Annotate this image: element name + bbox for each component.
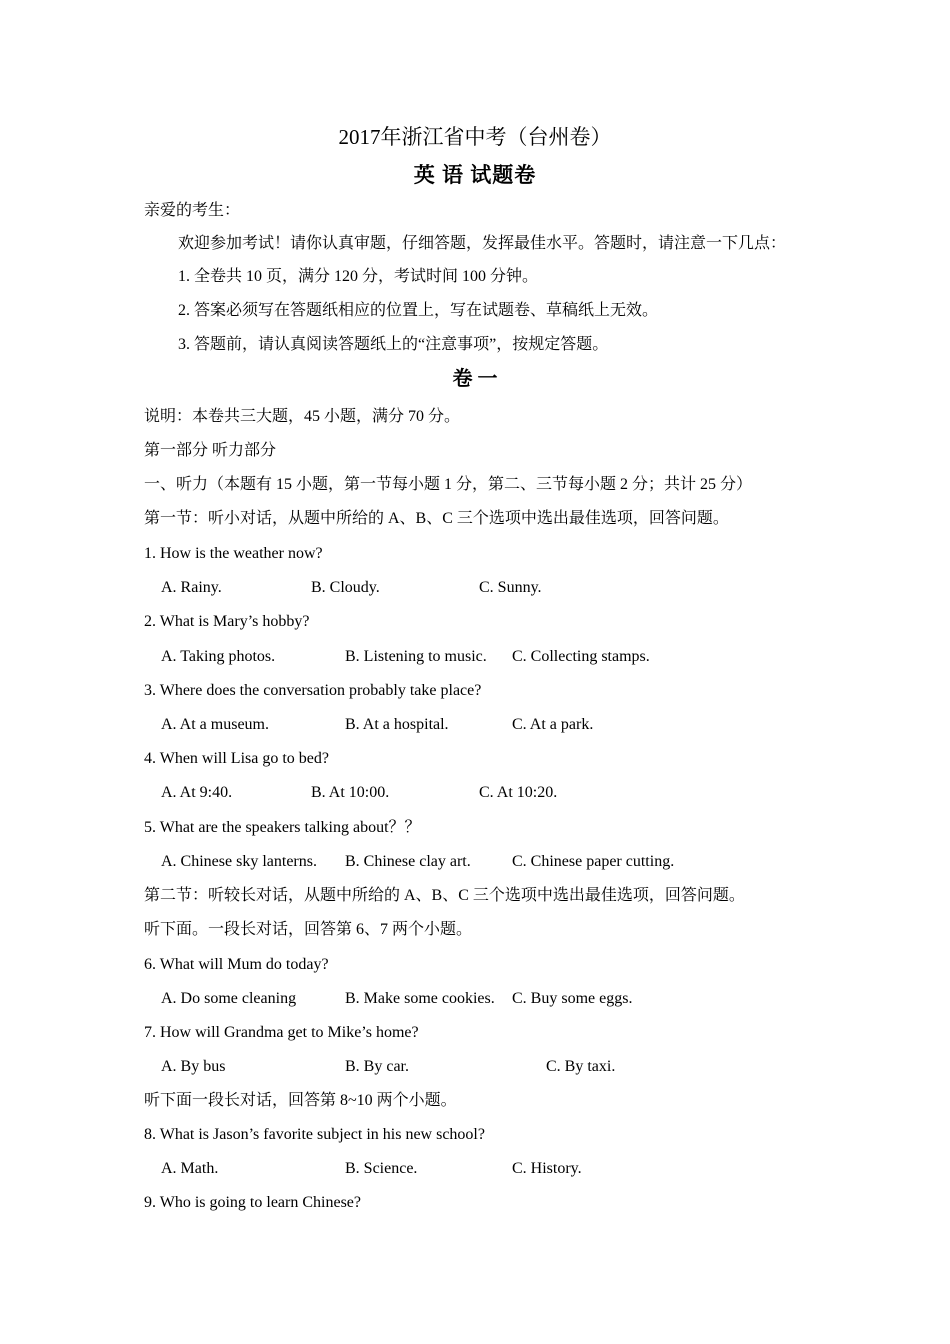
- question-6: 6. What will Mum do today?: [144, 956, 329, 973]
- page-subtitle: 英 语 试题卷: [413, 163, 537, 187]
- question-1: 1. How is the weather now?: [144, 545, 323, 562]
- question-8-option-b: B. Science.: [345, 1160, 418, 1177]
- question-5-option-c: C. Chinese paper cutting.: [512, 853, 675, 870]
- question-7: 7. How will Grandma get to Mike’s home?: [144, 1024, 419, 1041]
- instruction-q8-q10: 听下面一段长对话，回答第 8~10 两个小题。: [144, 1092, 457, 1109]
- question-8-option-c: C. History.: [512, 1160, 582, 1177]
- question-4-option-b: B. At 10:00.: [311, 784, 390, 801]
- subsection-1-instruction: 第一节：听小对话，从题中所给的 A、B、C 三个选项中选出最佳选项，回答问题。: [144, 510, 729, 527]
- question-2-option-b: B. Listening to music.: [345, 648, 487, 665]
- greeting: 亲爱的考生：: [144, 202, 241, 219]
- question-5-option-b: B. Chinese clay art.: [345, 853, 471, 870]
- question-6-option-c: C. Buy some eggs.: [512, 990, 633, 1007]
- note-2: 2. 答案必须写在答题纸相应的位置上，写在试题卷、草稿纸上无效。: [178, 302, 659, 319]
- question-4-option-c: C. At 10:20.: [479, 784, 558, 801]
- question-3-option-a: A. At a museum.: [161, 716, 269, 733]
- question-6-option-a: A. Do some cleaning: [161, 990, 297, 1007]
- note-1: 1. 全卷共 10 页，满分 120 分，考试时间 100 分钟。: [178, 268, 539, 285]
- question-7-option-a: A. By bus: [161, 1058, 226, 1075]
- question-3-option-b: B. At a hospital.: [345, 716, 449, 733]
- question-4-option-a: A. At 9:40.: [161, 784, 233, 801]
- question-1-option-a: A. Rainy.: [161, 579, 222, 596]
- listening-header: 一、听力（本题有 15 小题，第一节每小题 1 分，第二、三节每小题 2 分；共计 25 分）: [144, 476, 753, 493]
- question-3-option-c: C. At a park.: [512, 716, 594, 733]
- question-7-option-b: B. By car.: [345, 1058, 409, 1075]
- welcome-text: 欢迎参加考试！请你认真审题，仔细答题，发挥最佳水平。答题时，请注意一下几点：: [178, 235, 787, 252]
- question-3: 3. Where does the conversation probably take place?: [144, 682, 482, 699]
- question-5-option-a: A. Chinese sky lanterns.: [161, 853, 317, 870]
- question-8: 8. What is Jason’s favorite subject in his new school?: [144, 1126, 485, 1143]
- page-title: 2017年浙江省中考（台州卷）: [338, 125, 612, 149]
- part-heading: 第一部分 听力部分: [144, 442, 277, 459]
- question-8-option-a: A. Math.: [161, 1160, 219, 1177]
- question-1-option-b: B. Cloudy.: [311, 579, 380, 596]
- section-description: 说明：本卷共三大题，45 小题，满分 70 分。: [144, 408, 461, 425]
- section-heading: 卷 一: [452, 368, 498, 390]
- question-9: 9. Who is going to learn Chinese?: [144, 1194, 361, 1211]
- question-5: 5. What are the speakers talking about？？: [144, 819, 421, 836]
- question-7-option-c: C. By taxi.: [546, 1058, 616, 1075]
- question-1-option-c: C. Sunny.: [479, 579, 542, 596]
- subsection-2-instruction: 第二节：听较长对话，从题中所给的 A、B、C 三个选项中选出最佳选项，回答问题。: [144, 887, 745, 904]
- question-4: 4. When will Lisa go to bed?: [144, 750, 329, 767]
- question-2-option-c: C. Collecting stamps.: [512, 648, 650, 665]
- question-2-option-a: A. Taking photos.: [161, 648, 276, 665]
- question-2: 2. What is Mary’s hobby?: [144, 613, 310, 630]
- note-3: 3. 答题前，请认真阅读答题纸上的“注意事项”，按规定答题。: [178, 336, 609, 353]
- instruction-q6-q7: 听下面。一段长对话，回答第 6、7 两个小题。: [144, 921, 473, 938]
- question-6-option-b: B. Make some cookies.: [345, 990, 495, 1007]
